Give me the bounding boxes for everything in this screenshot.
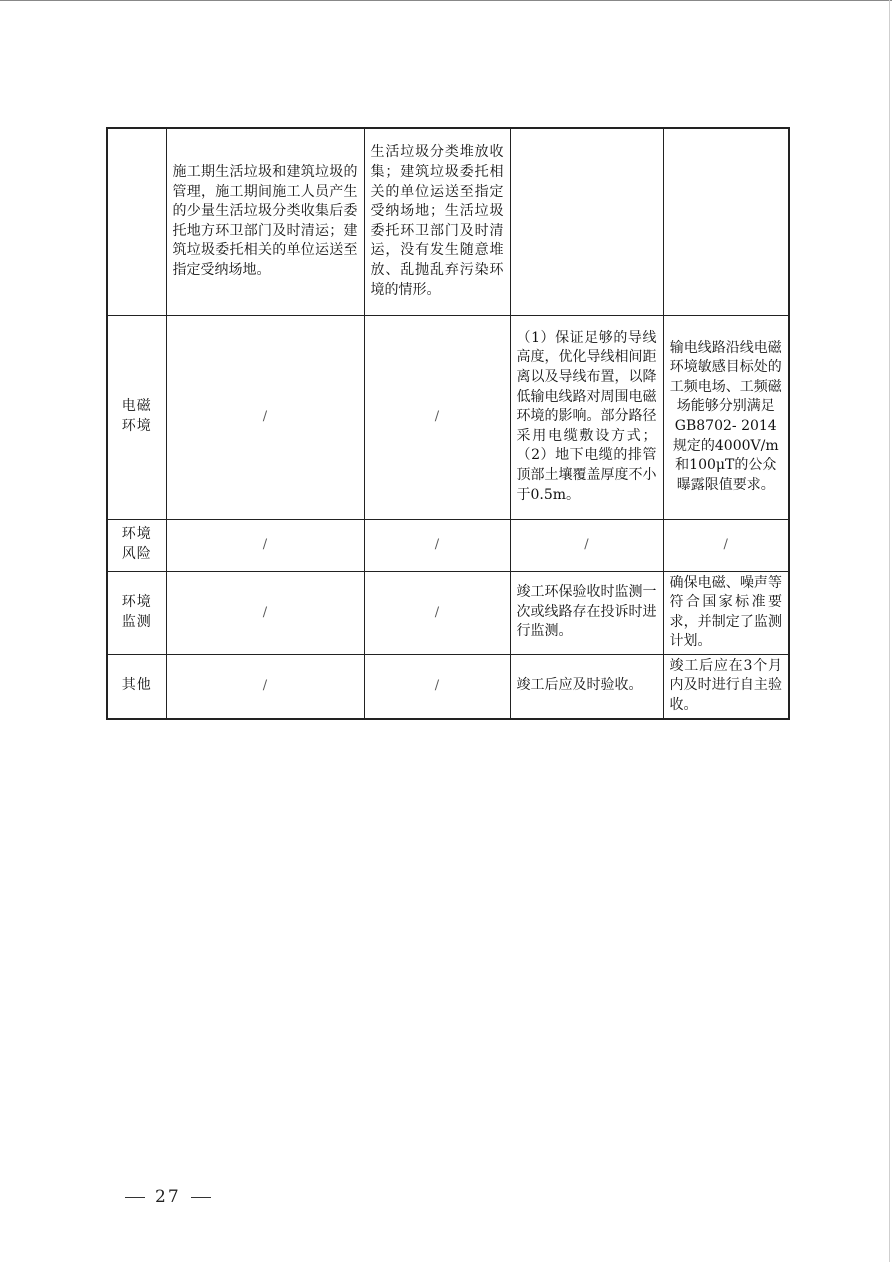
table-cell: 竣工后应在3个月内及时进行自主验收。: [663, 654, 789, 718]
category-cell: [107, 654, 166, 718]
footer-dash-left: [125, 1197, 145, 1198]
table-cell: /: [663, 519, 789, 571]
page-number: 27: [155, 1187, 181, 1207]
table-cell: /: [364, 519, 510, 571]
table-cell: 生活垃圾分类堆放收集；建筑垃圾委托相关的单位运送至指定受纳场地；生活垃圾委托环卫部门及时清运，没有发生随意堆放、乱抛乱弃污染环境的情形。: [364, 128, 510, 315]
table-cell: 竣工环保验收时监测一次或线路存在投诉时进行监测。: [510, 571, 663, 654]
table-cell: 施工期生活垃圾和建筑垃圾的管理，施工期间施工人员产生的少量生活垃圾分类收集后委托地方环卫部门及时清运；建筑垃圾委托相关的单位运送至指定受纳场地。: [166, 128, 364, 315]
category-label: 其他: [121, 677, 152, 694]
table-row: [107, 654, 789, 718]
table-cell: 输电线路沿线电磁环境敏感目标处的工频电场、工频磁场能够分别满足GB8702- 2014规定的4000V/m和100μT的公众曝露限值要求。: [663, 315, 789, 519]
category-label: 电磁环境: [121, 398, 152, 434]
table-cell: 确保电磁、噪声等符合国家标准要求，并制定了监测计划。: [663, 571, 789, 654]
table-cell: （1）保证足够的导线高度，优化导线相间距离以及导线布置，以降低输电线路对周围电磁环境的影响。部分路径采用电缆敷设方式；（2）地下电缆的排管顶部土壤覆盖厚度不小于0.5m。: [510, 315, 663, 519]
top-rule: [0, 0, 892, 1]
table-cell: /: [510, 519, 663, 571]
category-label: 环境风险: [121, 526, 152, 562]
measures-table: [106, 127, 790, 720]
table-row: [107, 571, 789, 654]
category-cell: [107, 571, 166, 654]
table-cell: /: [364, 571, 510, 654]
category-cell: [107, 519, 166, 571]
page-edge-rule: [889, 0, 890, 1262]
table-cell: /: [166, 654, 364, 718]
table-cell: [510, 128, 663, 315]
table-cell: [663, 128, 789, 315]
table-cell: /: [166, 519, 364, 571]
footer-dash-right: [191, 1197, 211, 1198]
table-row: [107, 519, 789, 571]
table-row: [107, 128, 789, 315]
category-cell: [107, 315, 166, 519]
table-cell: 竣工后应及时验收。: [510, 654, 663, 718]
category-cell: [107, 128, 166, 315]
category-label: 环境监测: [121, 594, 152, 630]
table-row: [107, 315, 789, 519]
table-cell: /: [166, 315, 364, 519]
table-cell: /: [166, 571, 364, 654]
page-footer: [115, 1187, 221, 1207]
table-cell: /: [364, 654, 510, 718]
table-cell: /: [364, 315, 510, 519]
